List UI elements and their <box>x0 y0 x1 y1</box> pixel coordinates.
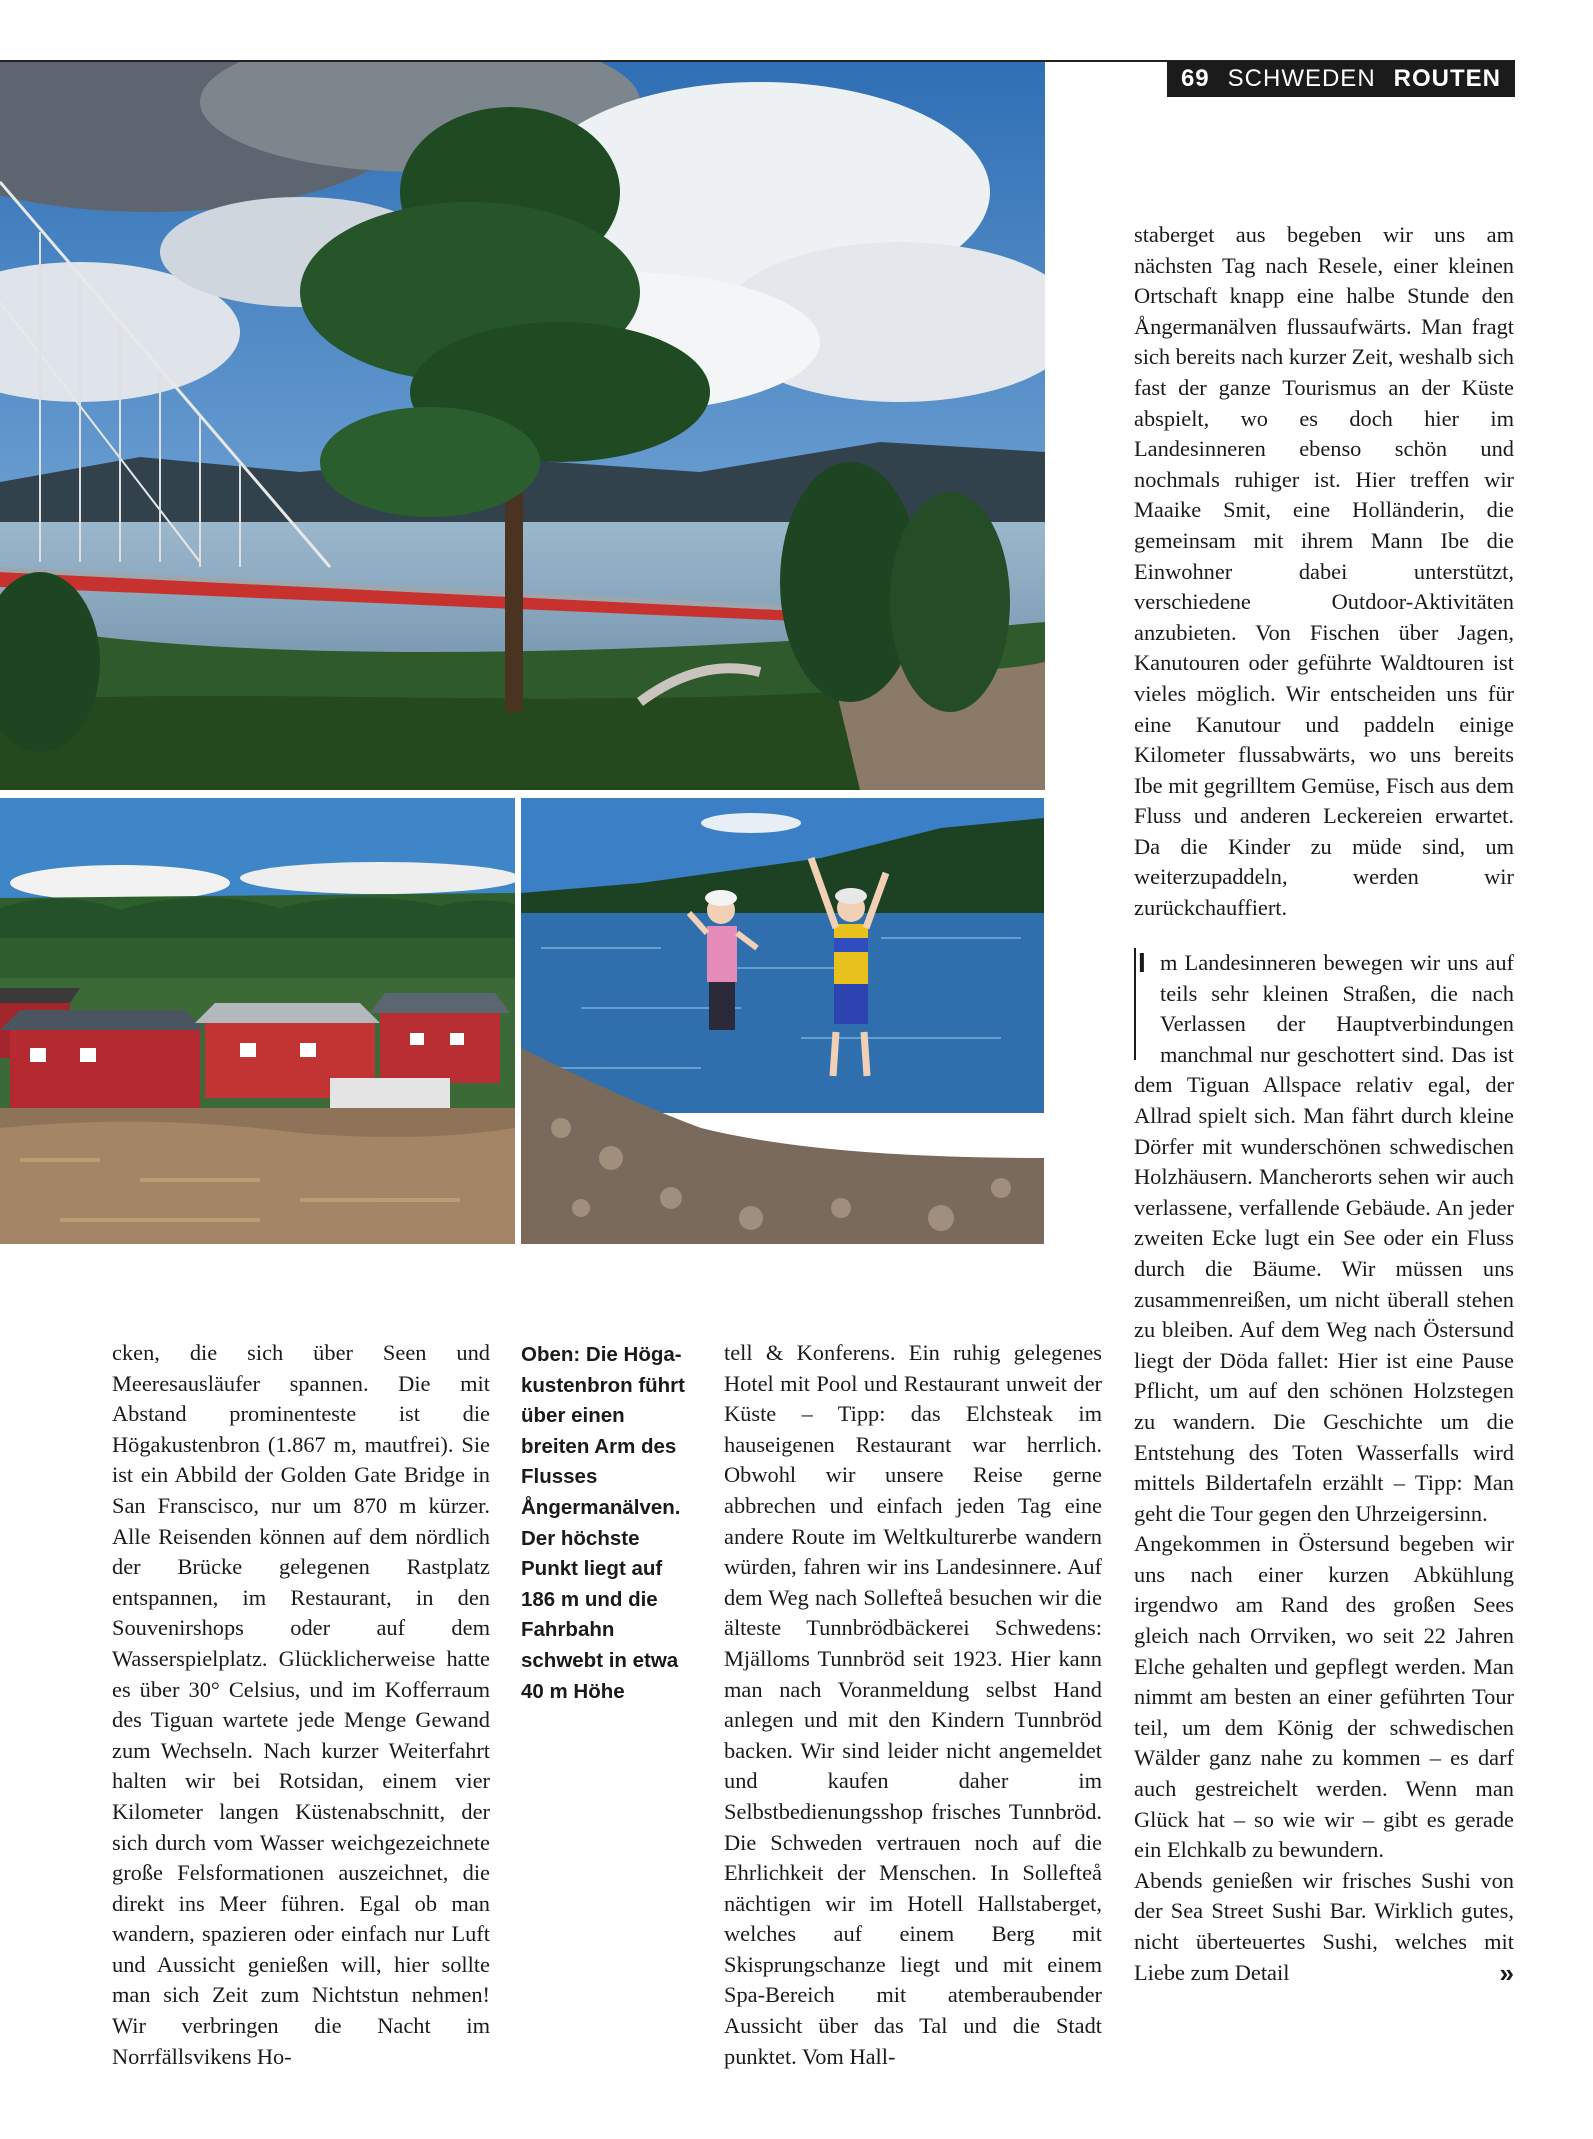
paragraph-sushi: Abends genießen wir frisches Sushi von der Sea Street Sushi Bar. Wirklich gutes, nicht überteuertes Sushi, welches mit Liebe zum Detail » <box>1134 1867 1514 1988</box>
photo-hoga-kusten-bridge <box>0 62 1045 790</box>
paragraph-bridges: cken, die sich über Seen und Meeresausläufer spannen. Die mit Abstand prominenteste ist die Högakustenbron (1.867 m, mautfrei). Sie ist ein Abbild der Golden Gate Bridge in San Franscisco, nur um 870 m kürzer. Alle Reisenden können auf dem nördlich der Brücke gelegenen Rastplatz entspannen, im Restaurant, in den Souvenirshops oder auf dem Wasserspielplatz. Glücklicherweise hatte es über 30° Celsius, und im Kofferraum des Tiguan wartete jede Menge Gewand zum Wechseln. Nach kurzer Weiterfahrt halten wir bei Rotsidan, einem vier Kilometer langen Küstenabschnitt, der sich durch vom Wasser weichgezeichnete große Felsformationen auszeichnet, die direkt ins Meer führen. Egal ob man wandern, spazieren oder einfach nur Luft und Aussicht genießen will, hier sollte man sich Zeit zum Nichtstun nehmen! Wir verbringen die Nacht im Norrfällsvikens Ho- <box>112 1340 490 2069</box>
section-label: SCHWEDEN <box>1227 65 1376 92</box>
paragraph-landesinneren: I m Landesinneren bewegen wir uns auf teils sehr kleinen Straßen, die nach Verlassen der Hauptverbindungen manchmal nur geschottert sind. Das ist dem Tiguan Allspace relativ egal, der Allrad spielt sich. Man fährt durch kleine Dörfer mit wunderschönen schwedischen Holzhäusern. Mancherorts sehen wir auch verlassene, verfallende Gebäude. An jeder zweiten Ecke lugt ein See oder ein Fluss durch die Bäume. Wir müssen uns zusammenreißen, um nicht überall stehen zu bleiben. Auf dem Weg nach Östersund liegt der Döda fallet: Hier ist eine Pause Pflicht, um auf den schönen Holzstegen zu wandern. Die Geschichte um die Entstehung des Toten Wasserfalls wird mittels Bildertafeln erzählt – Tipp: Man geht die Tour gegen den Uhrzeigersinn. <box>1134 947 1514 1526</box>
photo-children-at-river <box>521 798 1044 1244</box>
paragraph-oestersund: Angekommen in Östersund begeben wir uns nach einer kurzen Abkühlung irgendwo am Rand des großen Sees gleich nach Orrviken, wo seit 22 Jahren Elche gehalten und gepflegt werden. Man nimmt am besten an einer geführten Tour teil, um dem König der schwedischen Wälder ganz nahe zu kommen – es darf auch gestreichelt werden. Wenn man Glück hat – so wie wir – gibt es gerade ein Elchkalb zu bewundern. <box>1134 1531 1514 1863</box>
continue-arrow-icon: » <box>1499 1957 1514 1988</box>
paragraph-hotel: tell & Konferens. Ein ruhig gelegenes Hotel mit Pool und Restaurant unweit der Küste – Tipp: das Elchsteak im hauseigenen Restaurant war herrlich. Obwohl wir unsere Reise gerne abbrechen und einfach jeden Tag eine andere Route im Weltkulturerbe wandern würden, fahren wir ins Landesinnere. Auf dem Weg nach Sollefteå besuchen wir die älteste Tunnbrödbäckerei Schwedens: Mjälloms Tunnbröd seit 1923. Hier kann man nach Voranmeldung selbst Hand anlegen und mit den Kindern Tunnbröd backen. Wir sind leider nicht angemeldet und kaufen daher im Selbstbedienungsshop frisches Tunnbröd. Die Schweden vertrauen noch auf die Ehrlichkeit der Menschen. In Sollefteå nächtigen wir im Hotell Hallstaberget, welches auf einem Berg mit Skisprungschanze liegt und mit einem Spa-Bereich mit atemberaubender Aussicht über das Tal und die Stadt punktet. Vom Hall- <box>724 1340 1102 2069</box>
article-column-right-bottom <box>1134 948 1514 1988</box>
category-label: ROUTEN <box>1393 65 1501 92</box>
article-column-middle <box>724 1338 1102 2072</box>
photo-caption: Oben: Die Höga-kustenbron führt über einen breiten Arm des Flusses Ångermanälven. Der höchste Punkt liegt auf 186 m und die Fahrbahn schwebt in etwa 40 m Höhe <box>521 1343 685 1703</box>
page-header <box>1167 61 1515 97</box>
drop-cap: I <box>1134 948 1154 1060</box>
photo-red-houses-village <box>0 798 515 1244</box>
article-column-left <box>112 1338 490 2072</box>
article-column-right-top <box>1134 220 1514 924</box>
page-number: 69 <box>1180 65 1210 92</box>
paragraph-resele: staberget aus begeben wir uns am nächsten Tag nach Resele, einer kleinen Ortschaft knapp eine halbe Stunde den Ångermanälven flussaufwärts. Man fragt sich bereits nach kurzer Zeit, weshalb sich fast der ganze Tourismus an der Küste abspielt, wo es doch hier im Landesinneren ebenso schön und nochmals ruhiger ist. Hier treffen wir Maaike Smit, eine Holländerin, die gemeinsam mit ihrem Mann Ibe die Einwohner dabei unterstützt, verschiedene Outdoor-Aktivitäten anzubieten. Von Fischen über Jagen, Kanutouren oder geführte Waldtouren ist vieles möglich. Wir entscheiden uns für eine Kanutour und paddeln einige Kilometer flussabwärts, wo uns bereits Ibe mit gegrilltem Gemüse, Fisch aus dem Fluss und anderen Leckereien erwartet. Da die Kinder zu müde sind, um weiterzupaddeln, werden wir zurückchauffiert. <box>1134 222 1514 921</box>
